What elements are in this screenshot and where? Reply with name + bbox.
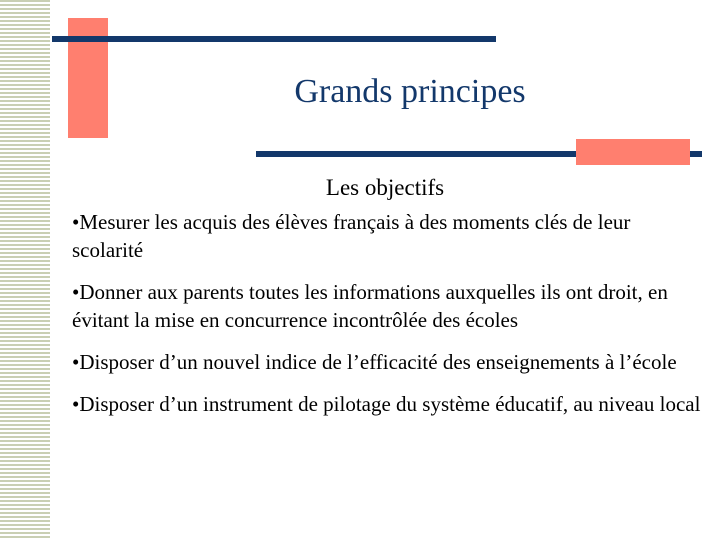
slide-subtitle: Les objectifs [325,175,445,200]
decorative-stripes [0,0,50,540]
slide-title: Grands principes [294,73,526,110]
bullet-list [72,208,702,432]
bullet-item: •Disposer d’un nouvel indice de l’efficacité des enseignements à l’école [72,350,677,374]
top-rule [52,36,496,42]
accent-block-right [576,139,690,165]
bullet-item: •Disposer d’un instrument de pilotage du système éducatif, au niveau local [72,392,701,416]
bullet-item: •Donner aux parents toutes les informations auxquelles ils ont droit, en évitant la mise en concurrence incontrôlée des écoles [72,280,668,332]
bullet-item: •Mesurer les acquis des élèves français à des moments clés de leur scolarité [72,210,631,262]
